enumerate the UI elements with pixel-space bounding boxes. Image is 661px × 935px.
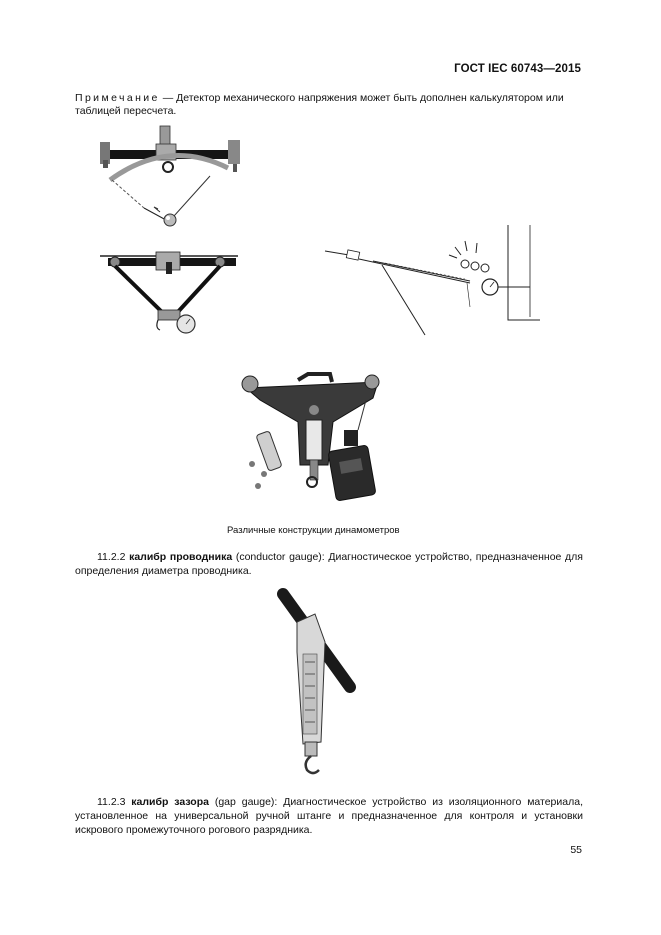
line-tension-sketch <box>325 225 540 340</box>
note-label: Примечание <box>75 92 160 104</box>
note-text: — Детектор механического напряжения может быть дополнен калькулятором или таблицей пересчета. <box>75 92 564 117</box>
page-number: 55 <box>570 844 582 856</box>
beam-dynamometer-illustration <box>90 120 250 235</box>
plate-dynamometer-photo <box>238 370 388 505</box>
paragraph-11-2-2 <box>75 550 583 578</box>
section-term: калибр проводника <box>129 551 233 563</box>
section-text: (conductor gauge): Диагностическое устройство, предназначенное для определения диаметра проводника. <box>75 551 583 577</box>
conductor-gauge-photo <box>275 592 360 777</box>
document-code: ГОСТ IEC 60743—2015 <box>454 63 581 75</box>
note-paragraph <box>75 92 585 118</box>
triangle-dynamometer-illustration <box>100 248 240 343</box>
section-number: 11.2.2 <box>97 551 130 563</box>
section-term: калибр зазора <box>131 796 209 808</box>
section-number: 11.2.3 <box>97 796 132 808</box>
section-text: (gap gauge): Диагностическое устройство из изоляционного материала, установленное на универсальной ручной штанге и предназначенное для контроля и установки искрового промежуточного рогового разрядника. <box>75 796 583 836</box>
figure-caption: Различные конструкции динамометров <box>227 525 400 536</box>
paragraph-11-2-3 <box>75 795 583 837</box>
